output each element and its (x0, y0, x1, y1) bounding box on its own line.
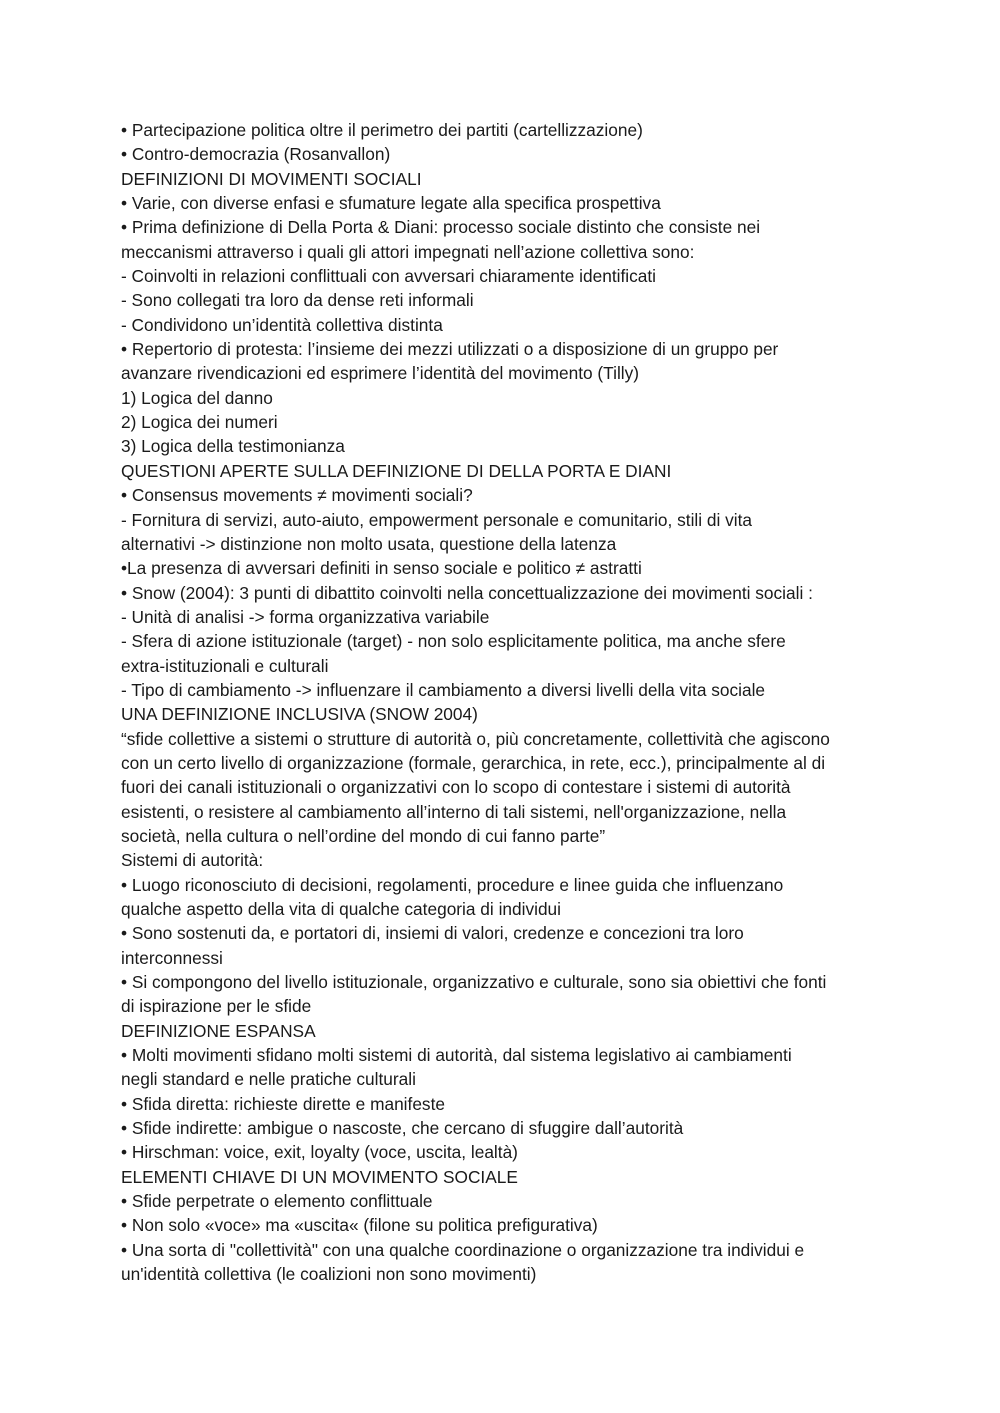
text-line: • Partecipazione politica oltre il perimetro dei partiti (cartellizzazione) (121, 120, 643, 140)
section-heading: DEFINIZIONI DI MOVIMENTI SOCIALI (121, 168, 422, 189)
text-line: interconnessi (121, 947, 223, 968)
text-line: • Snow (2004): 3 punti di dibattito coinvolti nella concettualizzazione dei movimenti sociali : (121, 582, 813, 603)
text-line: “sfide collettive a sistemi o strutture di autorità o, più concretamente, collettività che agiscono (121, 728, 830, 749)
text-line: • Si compongono del livello istituzionale, organizzativo e culturale, sono sia obiettivi che fonti (121, 972, 827, 993)
section-heading: DEFINIZIONE ESPANSA (121, 1020, 316, 1041)
section-heading: UNA DEFINIZIONE INCLUSIVA (SNOW 2004) (121, 704, 478, 725)
text-line: 3) Logica della testimonianza (121, 436, 345, 457)
text-line: 1) Logica del danno (121, 387, 273, 408)
text-line: • Varie, con diverse enfasi e sfumature legate alla specifica prospettiva (121, 193, 661, 214)
text-line: • Molti movimenti sfidano molti sistemi di autorità, dal sistema legislativo ai cambiamenti (121, 1045, 792, 1066)
document-page (121, 118, 911, 1287)
text-line: fuori dei canali istituzionali o organizzativi con lo scopo di contestare i sistemi di autorità (121, 777, 791, 798)
text-line: • Repertorio di protesta: l’insieme dei mezzi utilizzati o a disposizione di un gruppo per (121, 339, 779, 360)
text-line: un'identità collettiva (le coalizioni non sono movimenti) (121, 1264, 537, 1285)
text-line: - Sono collegati tra loro da dense reti informali (121, 290, 474, 311)
text-line: Sistemi di autorità: (121, 850, 264, 871)
text-line: alternativi -> distinzione non molto usata, questione della latenza (121, 533, 617, 554)
text-line: • Luogo riconosciuto di decisioni, regolamenti, procedure e linee guida che influenzano (121, 874, 784, 895)
text-line: esistenti, o resistere al cambiamento all’interno di tali sistemi, nell'organizzazione, nella (121, 801, 787, 822)
text-line: • Consensus movements ≠ movimenti sociali? (121, 485, 473, 506)
text-line: - Coinvolti in relazioni conflittuali con avversari chiaramente identificati (121, 266, 657, 287)
text-line: • Sfide perpetrate o elemento conflittuale (121, 1191, 433, 1212)
text-line: - Tipo di cambiamento -> influenzare il cambiamento a diversi livelli della vita sociale (121, 679, 766, 700)
text-line: • Non solo «voce» ma «uscita« (filone su politica prefigurativa) (121, 1215, 598, 1236)
text-line: di ispirazione per le sfide (121, 996, 312, 1017)
text-line: • Prima definizione di Della Porta & Diani: processo sociale distinto che consiste nei (121, 217, 761, 238)
text-line: società, nella cultura o nell’ordine del mondo di cui fanno parte” (121, 825, 606, 846)
text-line: 2) Logica dei numeri (121, 412, 278, 433)
text-line: extra-istituzionali e culturali (121, 655, 329, 676)
text-line: - Condividono un’identità collettiva distinta (121, 314, 443, 335)
text-line: • Hirschman: voice, exit, loyalty (voce, uscita, lealtà) (121, 1142, 518, 1163)
text-line: negli standard e nelle pratiche culturali (121, 1069, 416, 1090)
text-line: • Sfide indirette: ambigue o nascoste, che cercano di sfuggire dall’autorità (121, 1118, 684, 1139)
text-line: • Una sorta di "collettività" con una qualche coordinazione o organizzazione tra individui e (121, 1239, 805, 1260)
text-line: avanzare rivendicazioni ed esprimere l’identità del movimento (Tilly) (121, 363, 640, 384)
section-heading: ELEMENTI CHIAVE DI UN MOVIMENTO SOCIALE (121, 1166, 518, 1187)
text-line: • Sfida diretta: richieste dirette e manifeste (121, 1093, 445, 1114)
text-line: con un certo livello di organizzazione (formale, gerarchica, in rete, ecc.), principalmente al di (121, 752, 826, 773)
text-line: qualche aspetto della vita di qualche categoria di individui (121, 899, 562, 919)
text-line: - Fornitura di servizi, auto-aiuto, empowerment personale e comunitario, stili di vita (121, 509, 753, 530)
text-line: • Sono sostenuti da, e portatori di, insiemi di valori, credenze e concezioni tra loro (121, 923, 744, 944)
text-line: • Contro-democrazia (Rosanvallon) (121, 144, 391, 165)
section-heading: QUESTIONI APERTE SULLA DEFINIZIONE DI DELLA PORTA E DIANI (121, 460, 672, 481)
text-line: meccanismi attraverso i quali gli attori impegnati nell’azione collettiva sono: (121, 241, 695, 262)
text-line: •La presenza di avversari definiti in senso sociale e politico ≠ astratti (121, 558, 642, 579)
text-line: - Unità di analisi -> forma organizzativa variabile (121, 606, 490, 627)
text-line: - Sfera di azione istituzionale (target) - non solo esplicitamente politica, ma anche sfere (121, 631, 786, 652)
